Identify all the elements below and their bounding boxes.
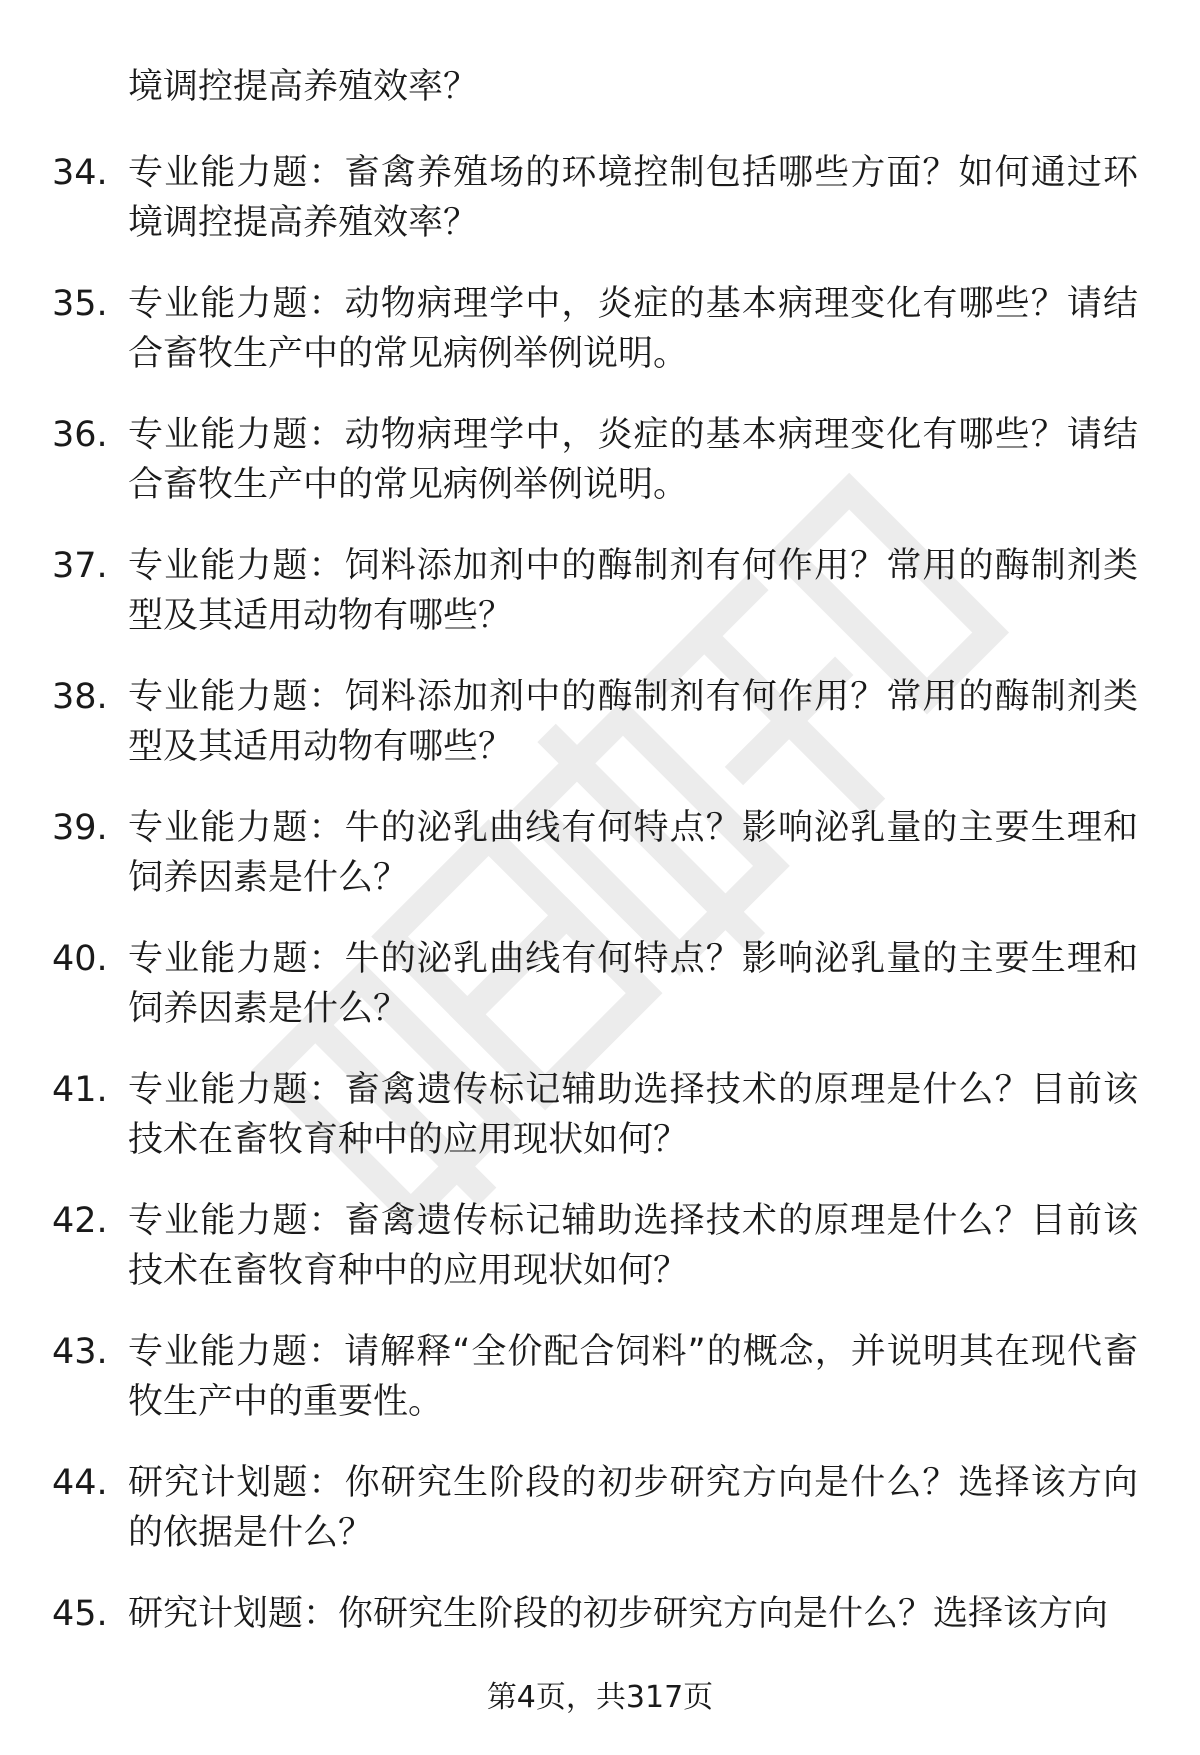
question-number: 36.: [52, 415, 108, 455]
question-number: 45.: [52, 1594, 108, 1634]
question-item: [0, 672, 1200, 803]
question-text: 专业能力题：饲料添加剂中的酶制剂有何作用？常用的酶制剂类型及其适用动物有哪些？: [128, 546, 1138, 636]
question-text: 专业能力题：牛的泌乳曲线有何特点？影响泌乳量的主要生理和饲养因素是什么？: [128, 808, 1138, 898]
question-number: 42.: [52, 1201, 108, 1241]
question-text: 专业能力题：畜禽养殖场的环境控制包括哪些方面？如何通过环境调控提高养殖效率？: [128, 153, 1138, 243]
question-item: [0, 1065, 1200, 1196]
question-item: [0, 1196, 1200, 1327]
page-footer: 第4页，共317页: [486, 1680, 714, 1715]
question-text: 研究计划题：你研究生阶段的初步研究方向是什么？选择该方向: [128, 1594, 1109, 1634]
question-text: 专业能力题：请解释“全价配合饲料”的概念，并说明其在现代畜牧生产中的重要性。: [128, 1332, 1138, 1422]
question-number: 38.: [52, 677, 108, 717]
question-text: 专业能力题：动物病理学中，炎症的基本病理变化有哪些？请结合畜牧生产中的常见病例举例说明。: [128, 415, 1138, 505]
question-text: 专业能力题：牛的泌乳曲线有何特点？影响泌乳量的主要生理和饲养因素是什么？: [128, 939, 1138, 1029]
question-item: [0, 148, 1200, 279]
question-number: 40.: [52, 939, 108, 979]
question-item: [0, 541, 1200, 672]
question-number: 35.: [52, 284, 108, 324]
question-text: 专业能力题：动物病理学中，炎症的基本病理变化有哪些？请结合畜牧生产中的常见病例举例说明。: [128, 284, 1138, 374]
question-text: 研究计划题：你研究生阶段的初步研究方向是什么？选择该方向的依据是什么？: [128, 1463, 1138, 1553]
question-item: [0, 1327, 1200, 1458]
question-item: [0, 279, 1200, 410]
question-number: 44.: [52, 1463, 108, 1503]
question-number: 39.: [52, 808, 108, 848]
question-text: 专业能力题：畜禽遗传标记辅助选择技术的原理是什么？目前该技术在畜牧育种中的应用现状如何？: [128, 1201, 1138, 1291]
question-number: 43.: [52, 1332, 108, 1372]
question-item: [0, 410, 1200, 541]
question-list: [0, 148, 1200, 1720]
question-number: 37.: [52, 546, 108, 586]
question-text: 专业能力题：饲料添加剂中的酶制剂有何作用？常用的酶制剂类型及其适用动物有哪些？: [128, 677, 1138, 767]
question-number: 34.: [52, 153, 108, 193]
question-text: 专业能力题：畜禽遗传标记辅助选择技术的原理是什么？目前该技术在畜牧育种中的应用现状如何？: [128, 1070, 1138, 1160]
question-number: 41.: [52, 1070, 108, 1110]
question-item: [0, 803, 1200, 934]
continued-question-text: 境调控提高养殖效率？: [128, 67, 479, 107]
question-item: [0, 1458, 1200, 1589]
question-item: [0, 934, 1200, 1065]
